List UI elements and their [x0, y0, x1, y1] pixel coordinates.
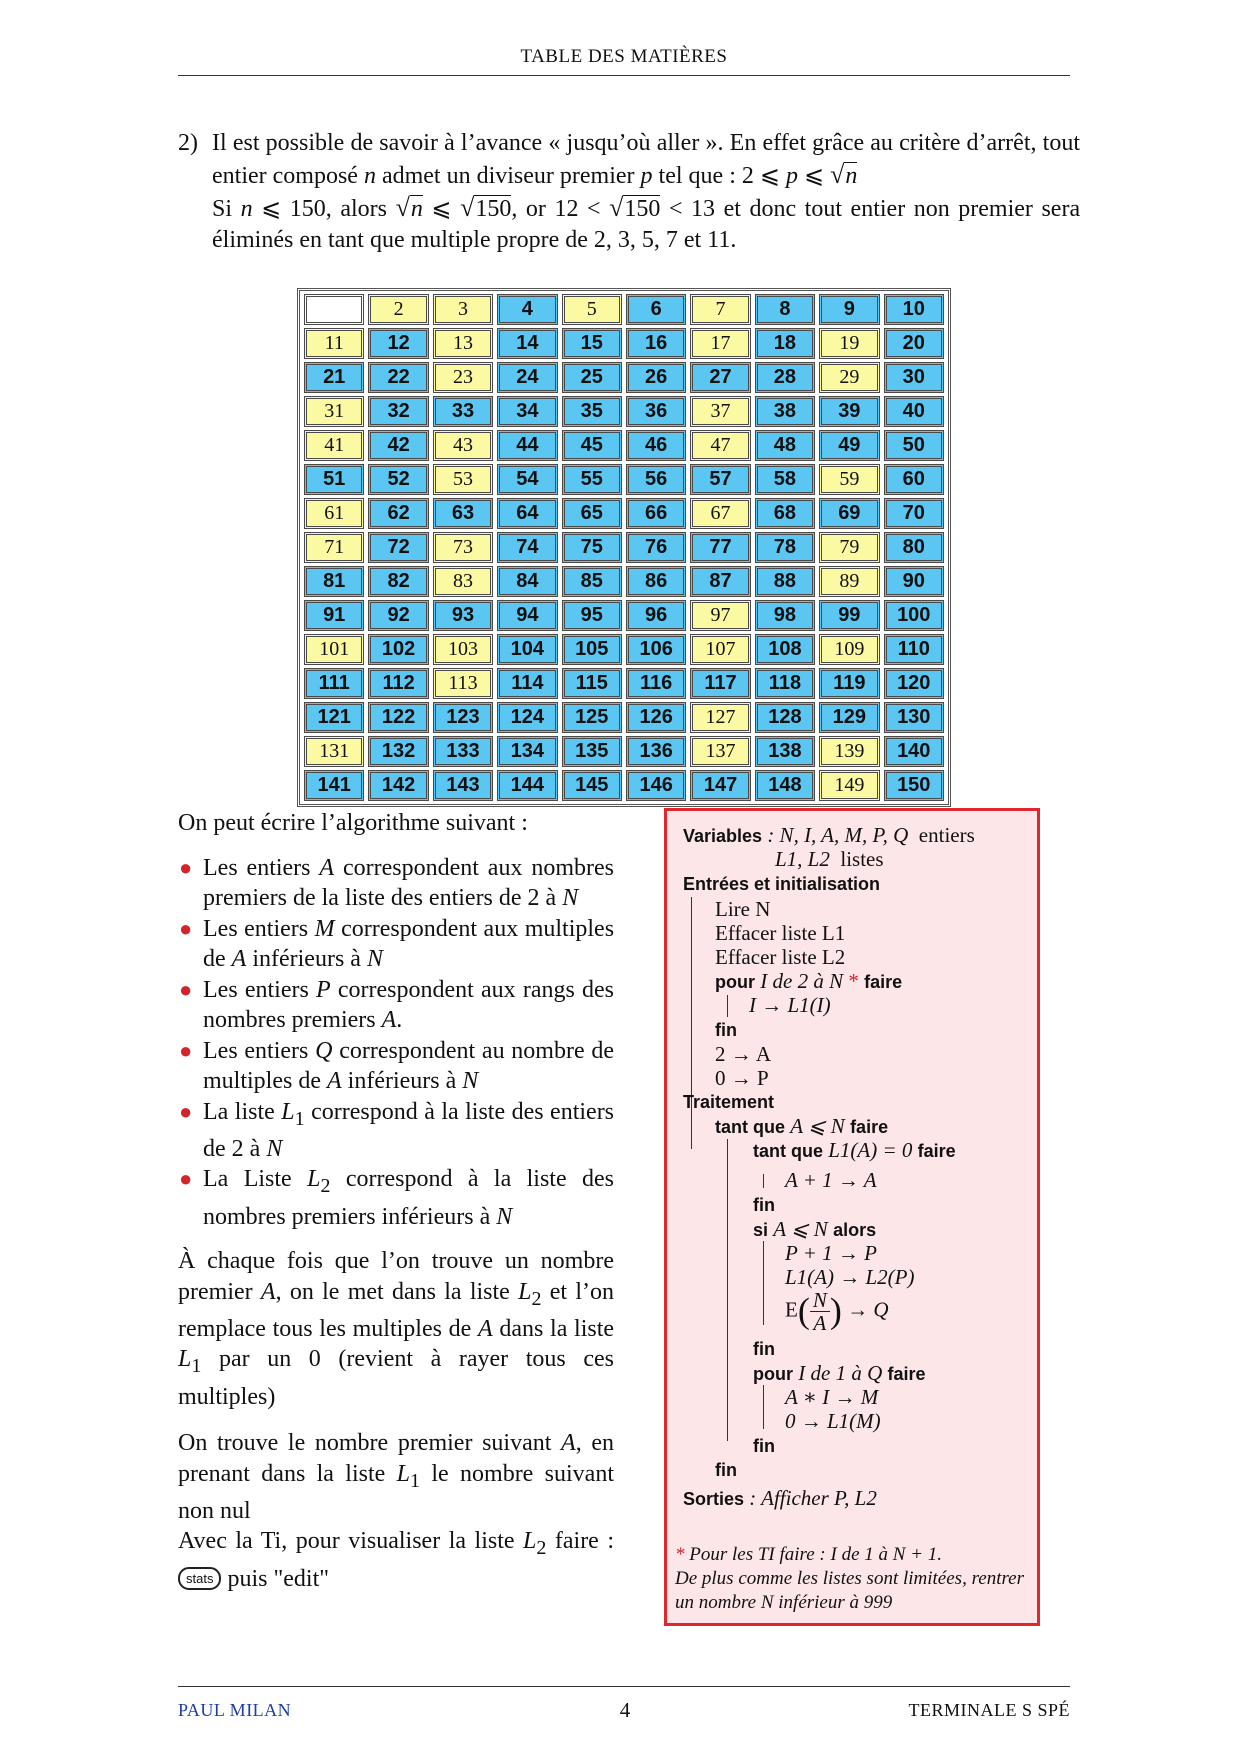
sieve-cell: 35 — [562, 396, 622, 427]
page-number: 4 — [619, 1698, 631, 1722]
algo-line: E( $\frac{N}{A}$ ) → Q — [785, 1288, 889, 1335]
sieve-cell: 84 — [497, 566, 557, 597]
table-row — [304, 396, 944, 427]
header-rule — [178, 75, 1070, 76]
sieve-cell: 16 — [626, 328, 686, 359]
sieve-cell: 141 — [304, 770, 364, 801]
sieve-cell: 82 — [368, 566, 428, 597]
sieve-cell: 12 — [368, 328, 428, 359]
intro-text: Si — [212, 196, 233, 222]
sieve-cell: 72 — [368, 532, 428, 563]
footer-rule — [178, 1686, 1070, 1687]
algorithm-box — [664, 808, 1040, 1626]
sieve-cell: 41 — [304, 430, 364, 461]
sieve-cell: 48 — [755, 430, 815, 461]
intro-text: admet un diviseur premier — [375, 163, 635, 189]
sieve-cell: 113 — [433, 668, 493, 699]
fin-keyword: fin — [715, 1460, 737, 1480]
intro-paragraph: 2) Il est possible de savoir à l’avance « jusqu’où aller ». En effet grâce au critère d’arrêt, tout entier composé n admet un diviseur premier p tel que : 2 ⩽ p ⩽ √n Si n ⩽ 150, alors √n ⩽ √150, or 12 < √150 < 13 et donc tout entier non premier sera éliminés en tant que multiple propre de 2, 3, 5, 7 et 11. — [178, 130, 1081, 253]
var-n: n — [363, 163, 376, 189]
fin-keyword: fin — [753, 1339, 775, 1359]
sorties-line: Sorties : Afficher P, L2 — [683, 1486, 877, 1510]
sieve-cell: 104 — [497, 634, 557, 665]
sieve-cell: 53 — [433, 464, 493, 495]
intro-text: , or 12 < — [511, 196, 601, 222]
sieve-cell: 144 — [497, 770, 557, 801]
sieve-cell: 44 — [497, 430, 557, 461]
sieve-cell: 123 — [433, 702, 493, 733]
table-row — [304, 600, 944, 631]
sieve-cell: 92 — [368, 600, 428, 631]
sieve-cell: 4 — [497, 294, 557, 325]
sieve-cell: 150 — [884, 770, 944, 801]
sieve-cell: 58 — [755, 464, 815, 495]
sieve-cell: 39 — [819, 396, 879, 427]
sieve-cell: 102 — [368, 634, 428, 665]
sieve-cell: 43 — [433, 430, 493, 461]
sieve-cell: 19 — [819, 328, 879, 359]
sqrt-n: n — [410, 196, 423, 222]
sieve-cell: 47 — [690, 430, 750, 461]
intro-text: ⩽ — [431, 196, 452, 222]
sieve-cell: 91 — [304, 600, 364, 631]
block-bar — [763, 1174, 764, 1188]
list-item: ● Les entiers P correspondent aux rangs des nombres premiers A. — [179, 976, 614, 1033]
block-bar — [763, 1385, 764, 1429]
sieve-cell: 101 — [304, 634, 364, 665]
sieve-cell: 37 — [690, 396, 750, 427]
bullet-icon: ● — [179, 915, 193, 941]
sieve-cell: 130 — [884, 702, 944, 733]
sieve-cell: 124 — [497, 702, 557, 733]
sieve-cell: 66 — [626, 498, 686, 529]
if-line: si A ⩽ N alors — [753, 1217, 877, 1241]
running-header: TABLE DES MATIÈRES — [520, 46, 728, 67]
sieve-cell: 64 — [497, 498, 557, 529]
left-column — [178, 808, 614, 1594]
sieve-cell: 145 — [562, 770, 622, 801]
sieve-cell: 111 — [304, 668, 364, 699]
sieve-cell: 99 — [819, 600, 879, 631]
sieve-cell: 126 — [626, 702, 686, 733]
sieve-cell: 127 — [690, 702, 750, 733]
sieve-cell: 139 — [819, 736, 879, 767]
sieve-table-wrapper — [297, 288, 951, 796]
algo-line: I → L1(I) — [749, 993, 831, 1017]
table-row — [304, 736, 944, 767]
sieve-cell: 26 — [626, 362, 686, 393]
sieve-cell: 109 — [819, 634, 879, 665]
sieve-cell: 8 — [755, 294, 815, 325]
fin-keyword: fin — [753, 1195, 775, 1215]
algo-line: Effacer liste L2 — [715, 945, 846, 969]
fin-keyword: fin — [715, 1020, 737, 1040]
sieve-cell: 29 — [819, 362, 879, 393]
sqrt-150: 150 — [475, 196, 512, 222]
sieve-cell: 20 — [884, 328, 944, 359]
sieve-cell: 116 — [626, 668, 686, 699]
sieve-cell: 140 — [884, 736, 944, 767]
sieve-cell: 93 — [433, 600, 493, 631]
fin-keyword: fin — [753, 1436, 775, 1456]
sieve-cell: 13 — [433, 328, 493, 359]
algo-intro: On peut écrire l’algorithme suivant : — [178, 810, 528, 836]
sieve-cell: 125 — [562, 702, 622, 733]
sieve-cell: 36 — [626, 396, 686, 427]
algo-line: Effacer liste L1 — [715, 921, 846, 945]
table-row — [304, 362, 944, 393]
sieve-cell: 17 — [690, 328, 750, 359]
sieve-cell — [304, 294, 364, 325]
variables-line: Variables : N, I, A, M, P, Q entiers — [683, 823, 975, 847]
algo-line: 2 → A — [715, 1042, 772, 1066]
sieve-cell: 38 — [755, 396, 815, 427]
sieve-cell: 88 — [755, 566, 815, 597]
sieve-cell: 60 — [884, 464, 944, 495]
sieve-cell: 67 — [690, 498, 750, 529]
sieve-cell: 85 — [562, 566, 622, 597]
algo-line: A + 1 → A — [785, 1168, 877, 1192]
sieve-cell: 31 — [304, 396, 364, 427]
sieve-cell: 27 — [690, 362, 750, 393]
table-row — [304, 498, 944, 529]
var-n: n — [240, 196, 253, 222]
sieve-cell: 32 — [368, 396, 428, 427]
sieve-cell: 51 — [304, 464, 364, 495]
sieve-cell: 61 — [304, 498, 364, 529]
intro-text: ⩽ — [803, 163, 825, 189]
sieve-cell: 106 — [626, 634, 686, 665]
sieve-cell: 55 — [562, 464, 622, 495]
table-row — [304, 294, 944, 325]
sieve-cell: 62 — [368, 498, 428, 529]
list-item: ● La liste $L_1$ correspond à la liste des entiers de 2 à N — [179, 1098, 615, 1162]
sieve-cell: 25 — [562, 362, 622, 393]
algo-note: * Pour les TI faire : I de 1 à N + 1. De plus comme les listes sont limitées, rentrer un nombre N inférieur à 999 — [675, 1544, 1024, 1613]
table-row — [304, 702, 944, 733]
sieve-cell: 115 — [562, 668, 622, 699]
sieve-cell: 42 — [368, 430, 428, 461]
sieve-cell: 28 — [755, 362, 815, 393]
intro-text: tel que : 2 ⩽ — [652, 163, 780, 189]
sieve-cell: 98 — [755, 600, 815, 631]
sieve-cell: 107 — [690, 634, 750, 665]
sieve-cell: 90 — [884, 566, 944, 597]
bullet-icon: ● — [179, 1166, 193, 1192]
sieve-cell: 11 — [304, 328, 364, 359]
sieve-cell: 77 — [690, 532, 750, 563]
table-row — [304, 464, 944, 495]
sieve-cell: 69 — [819, 498, 879, 529]
paragraph: À chaque fois que l’on trouve un nombre premier A, on le met dans la liste $L_2$ et l’on remplace tous les multiples de A dans la liste $L_1$ par un 0 (revient à rayer tous ces multiples) — [178, 1248, 615, 1410]
for-line: pour I de 2 à N * faire — [715, 969, 903, 993]
sieve-cell: 46 — [626, 430, 686, 461]
sqrt-n: n — [845, 163, 858, 189]
sieve-cell: 97 — [690, 600, 750, 631]
block-bar — [763, 1241, 764, 1325]
sqrt-150: 150 — [624, 196, 661, 222]
sieve-cell: 5 — [562, 294, 622, 325]
sieve-cell: 96 — [626, 600, 686, 631]
sieve-cell: 50 — [884, 430, 944, 461]
algo-line: Lire N — [715, 897, 771, 921]
for-line: pour I de 1 à Q faire — [753, 1361, 926, 1385]
sieve-cell: 15 — [562, 328, 622, 359]
sieve-cell: 122 — [368, 702, 428, 733]
footer-course: TERMINALE S SPÉ — [908, 1700, 1070, 1720]
sieve-cell: 105 — [562, 634, 622, 665]
stats-key-icon: stats — [178, 1567, 221, 1590]
sieve-cell: 83 — [433, 566, 493, 597]
sieve-cell: 121 — [304, 702, 364, 733]
sieve-cell: 136 — [626, 736, 686, 767]
sieve-cell: 71 — [304, 532, 364, 563]
list-item: ● Les entiers A correspondent aux nombres premiers de la liste des entiers de 2 à N — [179, 854, 614, 911]
paragraph: On trouve le nombre premier suivant A, en prenant dans la liste $L_1$ le nombre suivant non nul — [178, 1430, 615, 1524]
sieve-cell: 6 — [626, 294, 686, 325]
algo-line: P + 1 → P — [785, 1241, 877, 1265]
sieve-cell: 142 — [368, 770, 428, 801]
bullet-icon: ● — [179, 976, 193, 1002]
sieve-cell: 3 — [433, 294, 493, 325]
sieve-cell: 138 — [755, 736, 815, 767]
sieve-cell: 87 — [690, 566, 750, 597]
traitement-heading: Traitement — [683, 1092, 775, 1112]
sieve-cell: 59 — [819, 464, 879, 495]
while-inner: tant que L1(A) = 0 faire — [753, 1138, 956, 1162]
sieve-cell: 146 — [626, 770, 686, 801]
sieve-cell: 18 — [755, 328, 815, 359]
sieve-cell: 95 — [562, 600, 622, 631]
sieve-cell: 137 — [690, 736, 750, 767]
algo-line: 0 → P — [715, 1066, 769, 1090]
list-item: ● Les entiers M correspondent aux multiples de A inférieurs à N — [179, 915, 615, 972]
footer-author: PAUL MILAN — [178, 1700, 292, 1720]
var-p: p — [640, 163, 653, 189]
block-bar — [727, 1139, 728, 1441]
variable-list — [178, 853, 614, 1233]
table-row — [304, 430, 944, 461]
entrees-heading: Entrées et initialisation — [683, 874, 881, 894]
sieve-cell: 9 — [819, 294, 879, 325]
sieve-cell: 54 — [497, 464, 557, 495]
sieve-cell: 14 — [497, 328, 557, 359]
table-row — [304, 532, 944, 563]
sieve-cell: 80 — [884, 532, 944, 563]
sieve-cell: 147 — [690, 770, 750, 801]
bullet-icon: ● — [179, 1037, 193, 1063]
sieve-cell: 100 — [884, 600, 944, 631]
intro-text: ⩽ 150, alors — [261, 196, 388, 222]
sieve-cell: 108 — [755, 634, 815, 665]
sieve-cell: 79 — [819, 532, 879, 563]
sieve-cell: 89 — [819, 566, 879, 597]
intro-text: < 13 et donc tout entier non premier sera éliminés en tant que multiple propre de 2, 3, 5, 7 et 11. — [212, 196, 1081, 253]
sieve-cell: 57 — [690, 464, 750, 495]
sieve-cell: 2 — [368, 294, 428, 325]
sieve-cell: 74 — [497, 532, 557, 563]
sieve-cell: 128 — [755, 702, 815, 733]
intro-text: Il est possible de savoir à l’avance « jusqu’où aller ». En effet grâce au critère d’arrêt, tout entier composé — [212, 130, 1080, 189]
sieve-cell: 129 — [819, 702, 879, 733]
algo-line: A ∗ I → M — [785, 1385, 879, 1409]
sieve-cell: 131 — [304, 736, 364, 767]
sieve-table — [297, 288, 951, 807]
sieve-cell: 81 — [304, 566, 364, 597]
sieve-cell: 30 — [884, 362, 944, 393]
sieve-cell: 135 — [562, 736, 622, 767]
sieve-cell: 112 — [368, 668, 428, 699]
sieve-cell: 133 — [433, 736, 493, 767]
sieve-cell: 24 — [497, 362, 557, 393]
sieve-cell: 143 — [433, 770, 493, 801]
sieve-cell: 78 — [755, 532, 815, 563]
table-row — [304, 634, 944, 665]
sieve-cell: 33 — [433, 396, 493, 427]
block-bar — [727, 995, 728, 1017]
list-item: ● La Liste $L_2$ correspond à la liste des nombres premiers inférieurs à N — [179, 1166, 614, 1230]
sieve-cell: 52 — [368, 464, 428, 495]
sieve-cell: 21 — [304, 362, 364, 393]
sieve-cell: 10 — [884, 294, 944, 325]
sieve-cell: 117 — [690, 668, 750, 699]
sieve-cell: 134 — [497, 736, 557, 767]
sieve-cell: 23 — [433, 362, 493, 393]
sieve-cell: 149 — [819, 770, 879, 801]
sieve-cell: 132 — [368, 736, 428, 767]
sieve-cell: 34 — [497, 396, 557, 427]
table-row — [304, 668, 944, 699]
sieve-cell: 40 — [884, 396, 944, 427]
while-outer: tant que A ⩽ N faire — [715, 1114, 889, 1138]
sieve-cell: 103 — [433, 634, 493, 665]
sieve-cell: 120 — [884, 668, 944, 699]
sieve-cell: 75 — [562, 532, 622, 563]
sieve-cell: 7 — [690, 294, 750, 325]
item-number: 2) — [178, 130, 198, 156]
list-item: ● Les entiers Q correspondent au nombre de multiples de A inférieurs à N — [179, 1037, 615, 1094]
sieve-cell: 73 — [433, 532, 493, 563]
sieve-cell: 114 — [497, 668, 557, 699]
sieve-cell: 110 — [884, 634, 944, 665]
sieve-cell: 119 — [819, 668, 879, 699]
lists-line: L1, L2 listes — [775, 847, 884, 871]
sieve-cell: 94 — [497, 600, 557, 631]
sieve-cell: 76 — [626, 532, 686, 563]
table-row — [304, 328, 944, 359]
var-p: p — [785, 163, 798, 189]
sieve-cell: 68 — [755, 498, 815, 529]
sieve-cell: 22 — [368, 362, 428, 393]
sieve-cell: 56 — [626, 464, 686, 495]
bullet-icon: ● — [179, 854, 193, 880]
sieve-cell: 118 — [755, 668, 815, 699]
table-row — [304, 770, 944, 801]
algo-line: L1(A) → L2(P) — [785, 1265, 915, 1289]
sieve-cell: 65 — [562, 498, 622, 529]
table-row — [304, 566, 944, 597]
paragraph: Avec la Ti, pour visualiser la liste $L_2$ faire : stats puis "edit" — [178, 1528, 614, 1592]
sieve-cell: 45 — [562, 430, 622, 461]
sieve-cell: 148 — [755, 770, 815, 801]
sieve-cell: 63 — [433, 498, 493, 529]
algo-line: 0 → L1(M) — [785, 1409, 881, 1433]
sieve-cell: 49 — [819, 430, 879, 461]
sieve-cell: 70 — [884, 498, 944, 529]
sieve-cell: 86 — [626, 566, 686, 597]
bullet-icon: ● — [179, 1098, 193, 1124]
